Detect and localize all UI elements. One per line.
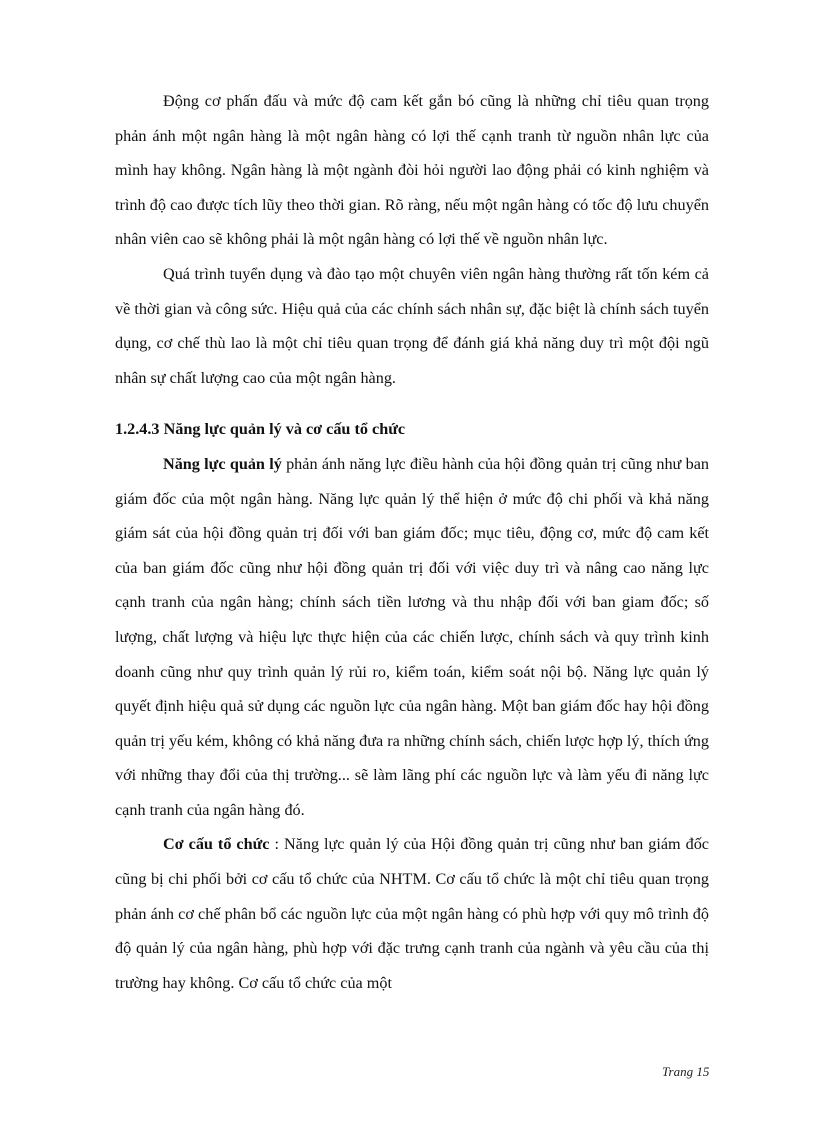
term-management-capacity: Năng lực quản lý xyxy=(163,454,282,473)
paragraph-recruitment: Quá trình tuyển dụng và đào tạo một chuyên viên ngân hàng thường rất tốn kém cả về thời gian và công sức. Hiệu quả của các chính sách nhân sự, đặc biệt là chính sách tuyển dụng, cơ chế thù lao là một chỉ tiêu quan trọng để đánh giá khả năng duy trì một đội ngũ nhân sự chất lượng cao của một ngân hàng. xyxy=(115,264,709,387)
document-body xyxy=(115,84,709,1000)
paragraph-organizational-structure xyxy=(115,827,709,1000)
term-organizational-structure: Cơ cấu tổ chức xyxy=(163,835,270,854)
paragraph-management-text: phản ánh năng lực điều hành của hội đồng quản trị cũng như ban giám đốc của một ngân hàng. Năng lực quản lý thể hiện ở mức độ chi phối và khả năng giám sát của hội đồng quản trị đối với ban giám đốc; mục tiêu, động cơ, mức độ cam kết của ban giám đốc cũng như hội đồng quản trị đối với việc duy trì và nâng cao năng lực cạnh tranh của ngân hàng; chính sách tiền lương và thu nhập đối với ban giam đốc; số lượng, chất lượng và hiệu lực thực hiện của các chiến lược, chính sách và quy trình kinh doanh cũng như quy trình quản lý rủi ro, kiểm toán, kiểm soát nội bộ. Năng lực quản lý quyết định hiệu quả sử dụng các nguồn lực của ngân hàng. Một ban giám đốc hay hội đồng quản trị yếu kém, không có khả năng đưa ra những chính sách, chiến lược hợp lý, thích ứng với những thay đổi của thị trường... sẽ làm lãng phí các nguồn lực và làm yếu đi năng lực cạnh tranh của ngân hàng đó. xyxy=(115,454,709,819)
paragraph-motivation: Động cơ phấn đấu và mức độ cam kết gắn bó cũng là những chỉ tiêu quan trọng phản ánh một ngân hàng là một ngân hàng có lợi thế cạnh tranh từ nguồn nhân lực của mình hay không. Ngân hàng là một ngành đòi hỏi người lao động phải có kinh nghiệm và trình độ cao được tích lũy theo thời gian. Rõ ràng, nếu một ngân hàng có tốc độ lưu chuyển nhân viên cao sẽ không phải là một ngân hàng có lợi thế về nguồn nhân lực. xyxy=(115,92,709,249)
paragraph-management-capacity xyxy=(115,447,709,828)
paragraph-structure-text: : Năng lực quản lý của Hội đồng quản trị cũng như ban giám đốc cũng bị chi phối bởi cơ cấu tổ chức của NHTM. Cơ cấu tổ chức là một chỉ tiêu quan trọng phản ánh cơ chế phân bổ các nguồn lực của một ngân hàng có phù hợp với quy mô trình độ độ quản lý của ngân hàng, phù hợp với đặc trưng cạnh tranh của ngành và yêu cầu của thị trường hay không. Cơ cấu tổ chức của một xyxy=(115,835,709,992)
page-number: Trang 15 xyxy=(662,1064,710,1079)
section-heading: 1.2.4.3 Năng lực quản lý và cơ cấu tổ chức xyxy=(115,420,406,439)
